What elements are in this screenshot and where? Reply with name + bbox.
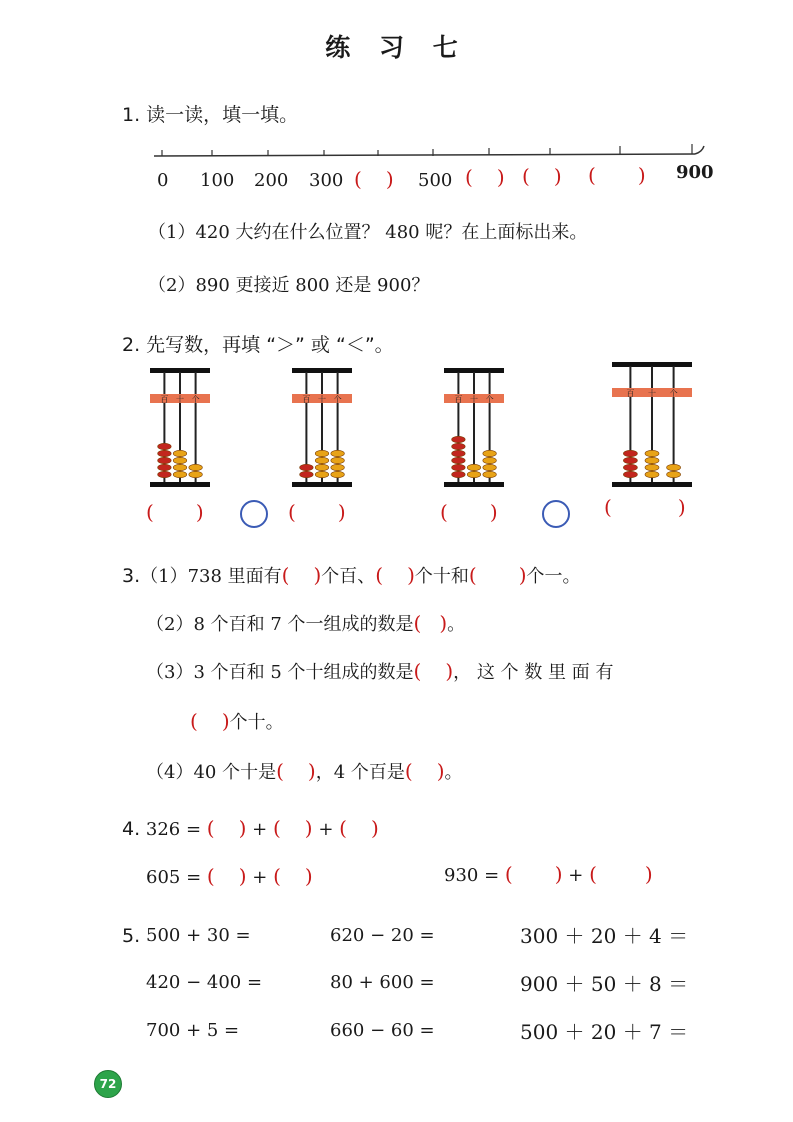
q5-expr: 80 + 600 =	[330, 972, 435, 993]
answer-blank[interactable]: ( )	[276, 759, 316, 783]
abacus-bead	[158, 457, 172, 463]
abacus-bead	[158, 443, 172, 449]
q3-line3	[146, 658, 718, 684]
abacus-place-label: 百	[454, 395, 463, 404]
answer-blank[interactable]: ( )	[604, 495, 686, 519]
abacus-bead	[467, 464, 481, 470]
tick-label: 300	[309, 170, 344, 191]
abacus-place-label: 个	[669, 389, 678, 398]
abacus-place-label: 十	[648, 389, 656, 398]
q5-number: 5.	[122, 925, 141, 947]
abacus-place-label: 十	[318, 395, 326, 404]
answer-blank[interactable]: ( )	[375, 563, 415, 587]
plus-sign: +	[318, 819, 334, 840]
tick-label: 500	[418, 170, 453, 191]
abacus-place-label: 百	[160, 395, 169, 404]
answer-blank[interactable]: ( )	[440, 500, 498, 524]
answer-blank[interactable]: ( )	[413, 611, 448, 635]
abacus-bead	[623, 450, 637, 456]
q1-sub2: （2）890 更接近 800 还是 900？	[148, 275, 430, 296]
abacus-place-label: 个	[485, 395, 494, 404]
abacus-bead	[483, 450, 497, 456]
abacus-bead	[331, 450, 345, 456]
abacus-bead	[331, 471, 345, 477]
abacus-bead	[483, 464, 497, 470]
abacus-bead	[645, 471, 659, 477]
q5-expr: 500 + 30 =	[146, 925, 251, 946]
abacus-bead	[483, 457, 497, 463]
abacus-bead	[315, 471, 329, 477]
q5-expr: 420 − 400 =	[146, 972, 263, 993]
abacus-bead	[331, 457, 345, 463]
q3-text: ， 这 个 数 里 面 有	[453, 662, 614, 683]
answer-blank[interactable]: ( )	[522, 164, 562, 188]
answer-blank[interactable]: ( )	[273, 864, 313, 888]
abacus-bead	[315, 450, 329, 456]
answer-blank[interactable]: ( )	[190, 709, 230, 733]
abacus-bead	[452, 450, 466, 456]
q5-expr: 300 ＋ 20 ＋ 4 ＝	[520, 924, 689, 948]
abacus	[612, 362, 692, 492]
abacus-bead	[189, 471, 203, 477]
answer-blank[interactable]: ( )	[504, 862, 563, 886]
abacus-bead	[173, 450, 187, 456]
page-number-badge: 72	[94, 1070, 122, 1098]
q3-text: 。	[447, 614, 466, 635]
abacus-place-label: 个	[191, 395, 200, 404]
q3-text: （3）3 个百和 5 个十组成的数是	[146, 662, 414, 683]
abacus-place-label: 个	[333, 395, 342, 404]
plus-sign: +	[568, 865, 584, 886]
q5-expr: 700 + 5 =	[146, 1020, 240, 1041]
q4-line2	[146, 864, 313, 888]
q3-text: 。	[444, 762, 463, 783]
abacus-bead	[467, 471, 481, 477]
abacus-bead	[300, 471, 314, 477]
abacus-bead	[189, 464, 203, 470]
abacus-bead	[623, 471, 637, 477]
abacus-place-label: 十	[176, 395, 184, 404]
q3-text: 个十和	[414, 566, 469, 587]
abacus-bead	[452, 471, 466, 477]
q3-line1	[122, 562, 581, 588]
q5-expr: 900 ＋ 50 ＋ 8 ＝	[520, 972, 689, 996]
q5-expr: 660 − 60 =	[330, 1020, 435, 1041]
abacus-bead	[452, 457, 466, 463]
abacus-bead	[623, 464, 637, 470]
abacus-bead	[623, 457, 637, 463]
abacus-place-label: 百	[302, 395, 311, 404]
tick-label: 0	[157, 170, 169, 191]
abacus-frame	[292, 482, 352, 487]
answer-blank[interactable]: ( )	[468, 563, 527, 587]
q3-text: 个一。	[526, 566, 581, 587]
page-title: 练 习 七	[325, 33, 468, 62]
plus-sign: +	[252, 819, 268, 840]
abacus-bead	[645, 450, 659, 456]
abacus-bead	[667, 471, 681, 477]
q5-expr: 620 − 20 =	[330, 925, 435, 946]
abacus-bead	[315, 464, 329, 470]
q3-line4	[146, 758, 463, 784]
q4-line1	[122, 816, 379, 840]
q3-text: （4）40 个十是	[146, 762, 277, 783]
answer-blank[interactable]: ( )	[413, 659, 454, 683]
q4-expr: 930 =	[444, 865, 500, 886]
q3-text: ，4 个百是	[315, 762, 405, 783]
abacus-bead	[173, 464, 187, 470]
q3-text: 个十。	[229, 712, 284, 733]
abacus-bead	[483, 471, 497, 477]
abacus-bead	[315, 457, 329, 463]
q3-text: （1）738 里面有	[140, 566, 282, 587]
q4-expr: 326 =	[145, 819, 202, 840]
q1-sub1: （1）420 大约在什么位置？ 480 呢？在上面标出来。	[148, 222, 588, 243]
answer-blank[interactable]: ( )	[281, 563, 322, 587]
plus-sign: +	[252, 867, 268, 888]
abacus-bead	[452, 443, 466, 449]
answer-blank[interactable]: ( )	[206, 816, 247, 840]
q5-expr: 500 ＋ 20 ＋ 7 ＝	[520, 1020, 689, 1044]
answer-blank[interactable]: ( )	[404, 759, 445, 783]
answer-blank[interactable]: ( )	[589, 862, 653, 886]
q3-number: 3.	[122, 565, 141, 587]
answer-blank[interactable]: ( )	[146, 500, 204, 524]
abacus-place-label: 百	[626, 389, 635, 398]
answer-blank[interactable]: ( )	[465, 165, 505, 189]
abacus-bead	[452, 464, 466, 470]
abacus-frame	[612, 482, 692, 487]
abacus	[292, 368, 352, 492]
answer-blank[interactable]: ( )	[288, 500, 346, 524]
answer-blank[interactable]: ( )	[339, 816, 379, 840]
answer-blank[interactable]: ( )	[272, 816, 313, 840]
answer-blank[interactable]: ( )	[354, 167, 394, 191]
abacus-bead	[173, 471, 187, 477]
abacus	[150, 368, 210, 492]
abacus-bead	[452, 436, 466, 442]
abacus-bead	[300, 464, 314, 470]
q4-expr: 605 =	[146, 867, 202, 888]
abacus	[444, 368, 504, 492]
abacus-frame	[150, 482, 210, 487]
abacus-bead	[667, 464, 681, 470]
abacus-frame	[444, 482, 504, 487]
abacus-bead	[158, 471, 172, 477]
q2-heading: 2. 先写数，再填 “＞” 或 “＜”。	[122, 334, 394, 356]
compare-circle[interactable]	[542, 500, 570, 528]
compare-circle[interactable]	[240, 500, 268, 528]
abacus-bead	[158, 464, 172, 470]
q4-line3	[444, 862, 653, 886]
tick-label: 200	[254, 170, 289, 191]
q4-number: 4.	[122, 818, 141, 840]
q3-text: 个百、	[321, 566, 376, 587]
q3-line2	[146, 610, 465, 636]
tick-label: 900	[676, 162, 714, 183]
abacus-bead	[173, 457, 187, 463]
abacus-bead	[645, 464, 659, 470]
abacus-bead	[645, 457, 659, 463]
q1-heading: 1. 读一读，填一填。	[122, 104, 299, 126]
abacus-bead	[331, 464, 345, 470]
answer-blank[interactable]: ( )	[588, 163, 646, 187]
tick-label: 100	[200, 170, 235, 191]
abacus-bead	[158, 450, 172, 456]
abacus-place-label: 十	[470, 395, 478, 404]
answer-blank[interactable]: ( )	[206, 864, 247, 888]
q3-text: （2）8 个百和 7 个一组成的数是	[146, 614, 414, 635]
q3-line3b	[190, 708, 284, 734]
